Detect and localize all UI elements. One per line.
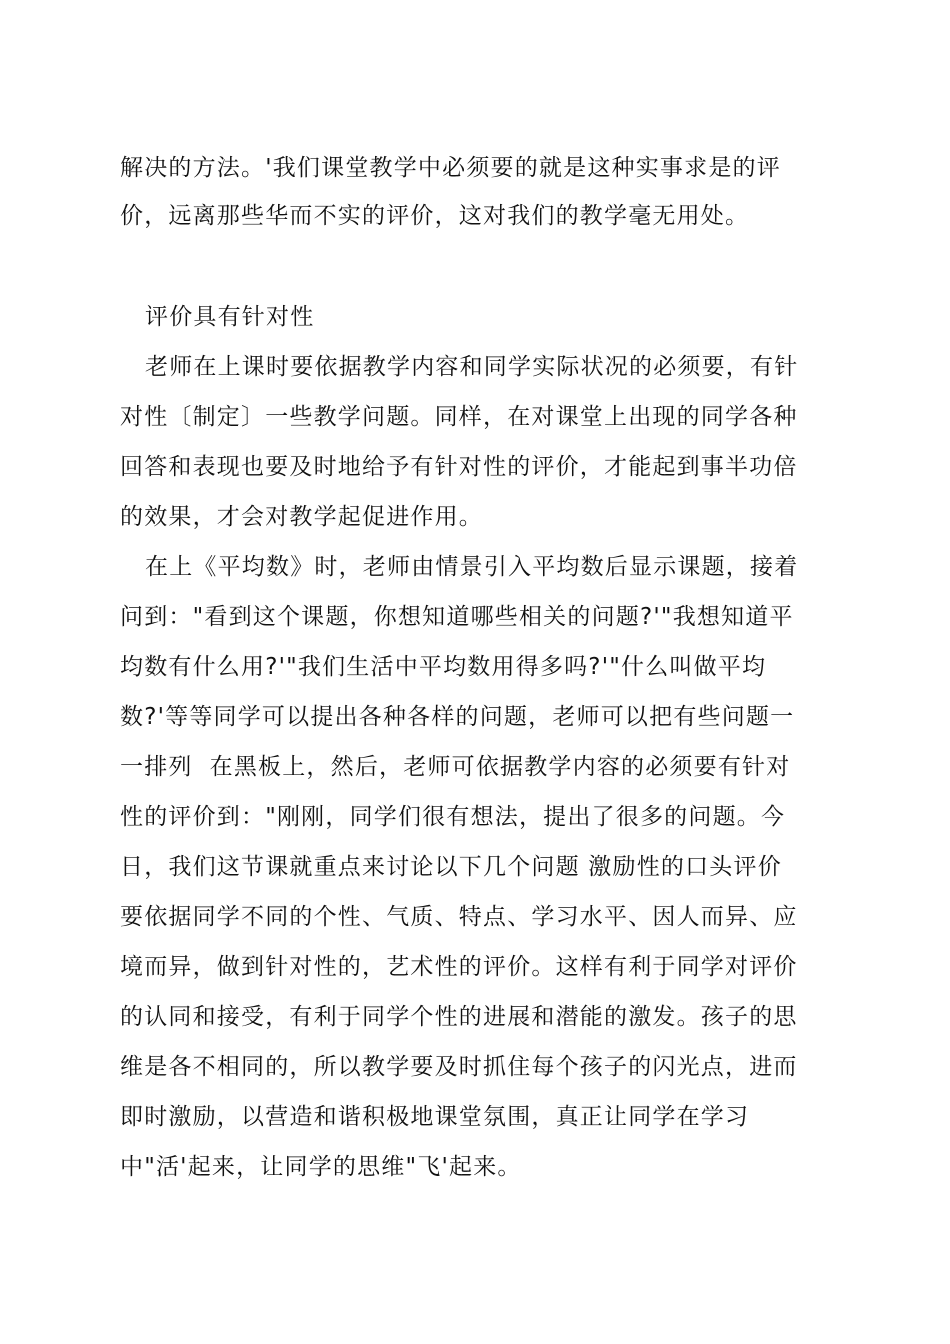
section-heading: 评价具有针对性	[145, 304, 315, 330]
paragraph-line: 回答和表现也要及时地给予有针对性的评价，才能起到事半功倍	[120, 454, 798, 480]
paragraph-line: 价，远离那些华而不实的评价，这对我们的教学毫无用处。	[120, 203, 750, 229]
paragraph-line: 维是各不相同的，所以教学要及时抓住每个孩子的闪光点，进而	[120, 1054, 798, 1080]
paragraph-line: 境而异，做到针对性的，艺术性的评价。这样有利于同学对评价	[120, 954, 798, 980]
paragraph-line: 性的评价到："刚刚，同学们很有想法，提出了很多的问题。今	[120, 804, 786, 830]
paragraph-line: 数?'等等同学可以提出各种各样的问题，老师可以把有些问题一	[120, 704, 795, 730]
paragraph-line: 对性〔制定〕一些教学问题。同样，在对课堂上出现的同学各种	[120, 404, 798, 430]
paragraph-line: 的认同和接受，有利于同学个性的进展和潜能的激发。孩子的思	[120, 1004, 798, 1030]
paragraph-line: 均数有什么用?'"我们生活中平均数用得多吗?'"什么叫做平均	[120, 654, 767, 680]
paragraph-line: 日，我们这节课就重点来讨论以下几个问题 激励性的口头评价	[120, 854, 782, 880]
paragraph-line: 老师在上课时要依据教学内容和同学实际状况的必须要，有针	[145, 354, 799, 380]
paragraph-line: 解决的方法。'我们课堂教学中必须要的就是这种实事求是的评	[120, 155, 781, 181]
paragraph-line: 的效果，才会对教学起促进作用。	[120, 504, 483, 530]
paragraph-line: 在上《平均数》时，老师由情景引入平均数后显示课题，接着	[145, 554, 799, 580]
paragraph-line: 一排列 在黑板上，然后，老师可依据教学内容的必须要有针对	[120, 754, 791, 780]
paragraph-line: 要依据同学不同的个性、气质、特点、学习水平、因人而异、应	[120, 904, 798, 930]
paragraph-line: 中"活'起来，让同学的思维"飞'起来。	[120, 1154, 522, 1180]
paragraph-line: 问到："看到这个课题，你想知道哪些相关的问题?'"我想知道平	[120, 604, 794, 630]
paragraph-line: 即时激励，以营造和谐积极地课堂氛围，真正让同学在学习	[120, 1104, 750, 1130]
